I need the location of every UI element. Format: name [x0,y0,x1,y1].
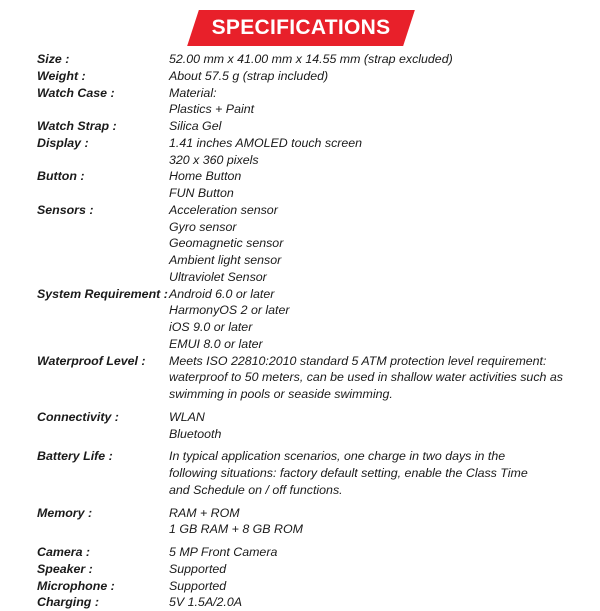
specifications-banner [0,10,600,46]
spec-value: 5V 1.5A/2.0A [169,595,243,610]
spec-value: WLAN [169,409,205,424]
spec-value: Geomagnetic sensor [169,236,284,251]
spec-value: Supported [169,578,227,593]
spec-value: 52.00 mm x 41.00 mm x 14.55 mm (strap excluded) [169,52,453,66]
spec-value: Home Button [169,169,242,184]
spec-values [169,353,593,403]
spec-row [37,594,593,611]
spec-row [37,578,593,595]
spec-values [169,85,593,119]
spec-values [169,594,593,611]
spec-values [169,505,593,539]
spec-value: following situations: factory default setting, enable the Class Time [169,466,528,480]
spec-value: Acceleration sensor [169,202,278,217]
spec-values [169,578,593,595]
spec-value: In typical application scenarios, one charge in two days in the [169,449,506,464]
spec-value: FUN Button [169,186,234,200]
spec-value: waterproof to 50 meters, can be used in shallow water activities such as [169,370,563,385]
spec-value: Ambient light sensor [169,253,282,267]
spec-values [169,51,593,68]
spec-label: Connectivity : [37,409,119,424]
spec-value: 1 GB RAM + 8 GB ROM [169,522,303,537]
spec-row [37,51,593,68]
spec-value: 320 x 360 pixels [169,152,259,167]
spec-values [169,561,593,578]
spec-label: Battery Life : [37,449,113,464]
spec-values [169,409,593,443]
spec-row [37,118,593,135]
spec-values [169,202,593,286]
spec-row [37,135,593,169]
spec-value: 5 MP Front Camera [169,545,278,559]
spec-row [37,85,593,119]
spec-row [37,68,593,85]
spec-label: Sensors : [37,202,94,217]
spec-values [169,68,593,85]
spec-row [37,505,593,539]
spec-values [169,118,593,135]
spec-values [169,286,593,353]
spec-row [37,353,593,403]
spec-row [37,561,593,578]
spec-value: Plastics + Paint [169,102,255,117]
spec-row [37,286,593,353]
spec-row [37,544,593,561]
spec-value: 1.41 inches AMOLED touch screen [169,135,363,150]
spec-label: Weight : [37,68,86,83]
spec-value: Material: [169,85,217,100]
spec-label: Size : [37,52,70,66]
spec-value: RAM + ROM [169,505,240,520]
spec-label: Watch Strap : [37,119,117,133]
spec-value: swimming in pools or seaside swimming. [169,387,393,401]
spec-values [169,168,593,202]
spec-label: System Requirement : [37,286,168,301]
spec-row [37,409,593,443]
page-title: SPECIFICATIONS [211,16,391,39]
spec-label: Waterproof Level : [37,353,146,368]
spec-value: and Schedule on / off functions. [169,482,343,497]
spec-value: EMUI 8.0 or later [169,336,263,351]
spec-label: Charging : [37,595,99,610]
spec-label: Display : [37,135,89,150]
spec-row [37,168,593,202]
spec-values [169,135,593,169]
spec-label: Watch Case : [37,85,115,100]
spec-values [169,544,593,561]
spec-list [37,51,593,611]
spec-label: Speaker : [37,561,93,576]
spec-value: Android 6.0 or later [169,286,275,301]
spec-label: Memory : [37,505,93,520]
spec-label: Button : [37,169,85,184]
spec-value: Bluetooth [169,426,222,441]
spec-value: Ultraviolet Sensor [169,269,267,284]
spec-label: Microphone : [37,578,115,593]
spec-value: About 57.5 g (strap included) [169,68,329,83]
spec-value: iOS 9.0 or later [169,320,253,334]
spec-label: Camera : [37,545,91,559]
spec-value: Gyro sensor [169,219,237,234]
spec-row [37,448,593,498]
spec-value: Supported [169,561,227,576]
spec-row [37,202,593,286]
spec-value: HarmonyOS 2 or later [169,303,290,318]
spec-values [169,448,593,498]
spec-value: Silica Gel [169,119,222,133]
spec-value: Meets ISO 22810:2010 standard 5 ATM protection level requirement: [169,353,547,368]
